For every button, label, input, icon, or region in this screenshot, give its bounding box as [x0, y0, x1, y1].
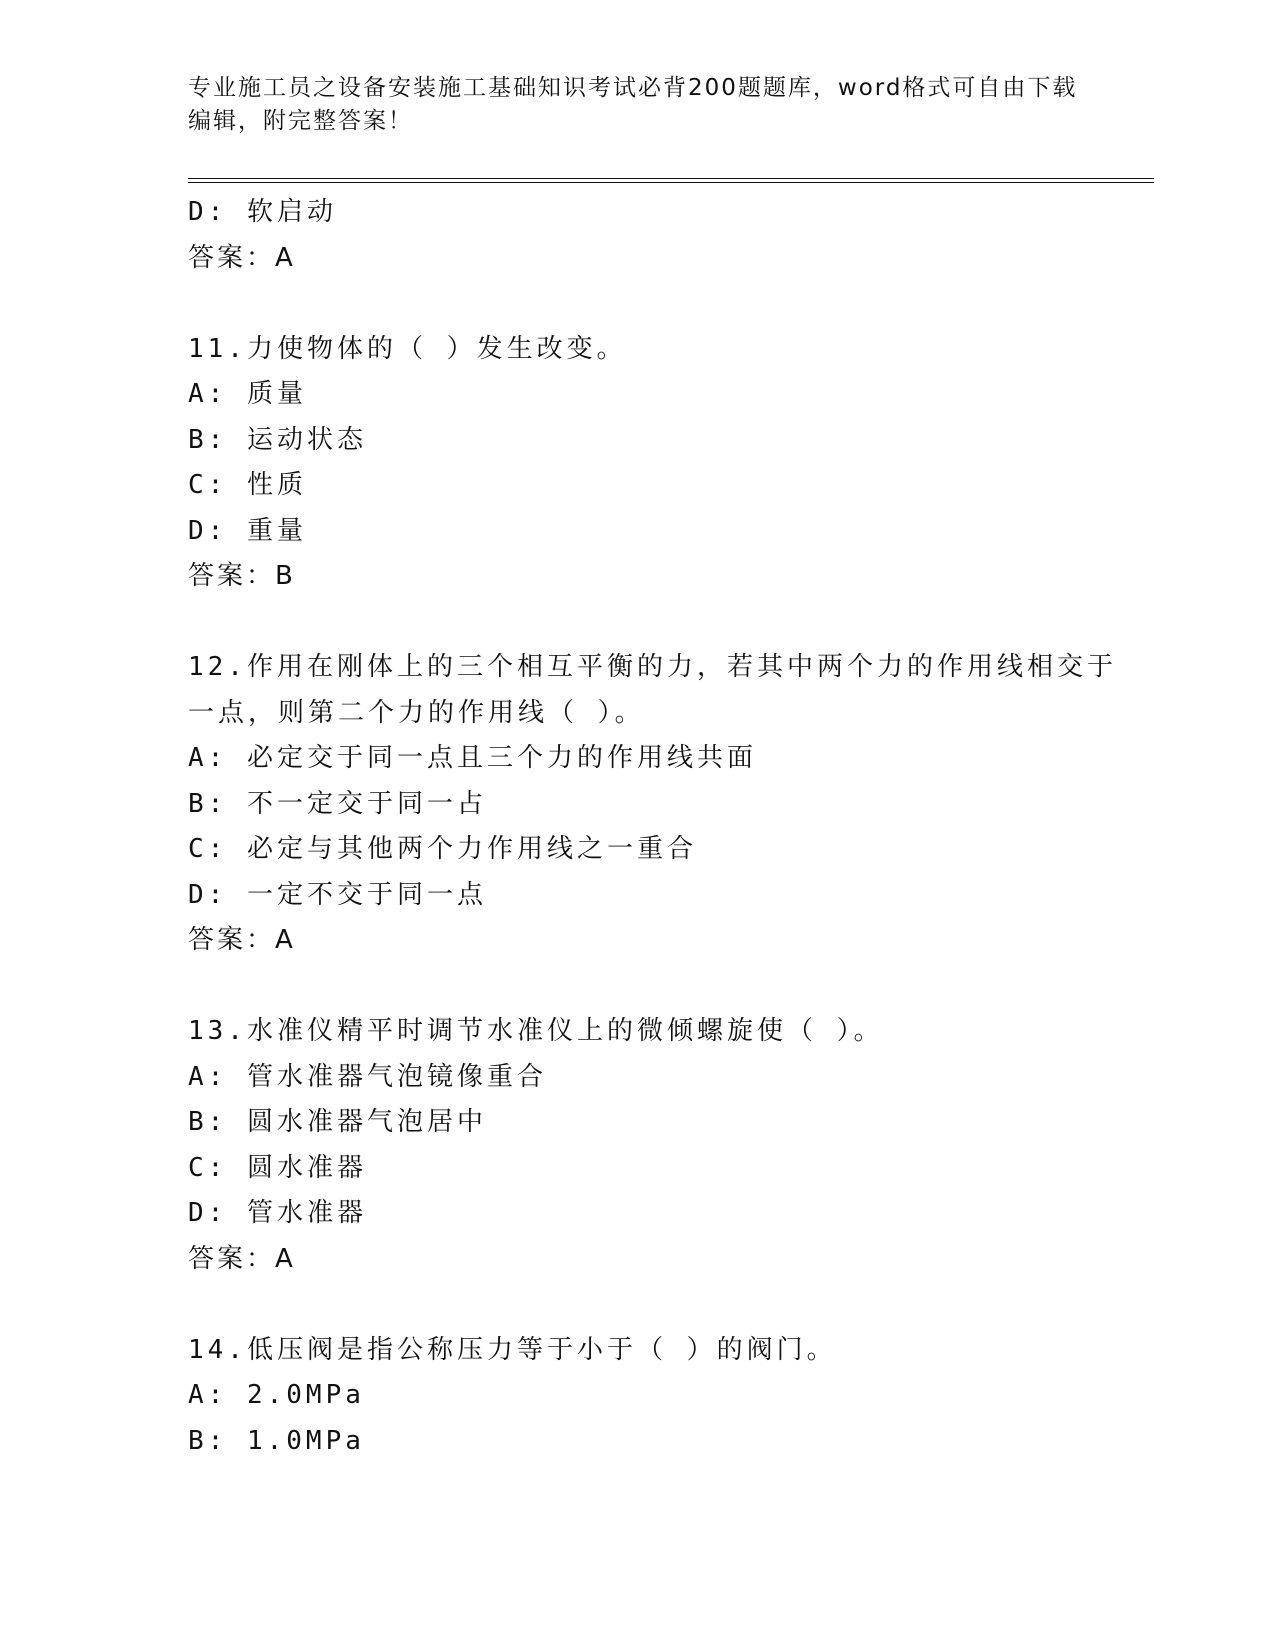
option-b: B: 不一定交于同一占: [188, 788, 487, 819]
spacer: [188, 964, 1148, 1010]
question-12: [188, 645, 1148, 964]
spacer: [188, 1282, 1148, 1328]
answer-line: [188, 236, 1148, 282]
header-divider: [188, 178, 1154, 183]
option-a: A: 管水准器气泡镜像重合: [188, 1061, 547, 1092]
option-a: A: 2.0MPa: [188, 1380, 365, 1410]
answer-line: [188, 918, 1148, 964]
answer-label: 答案：: [188, 1243, 276, 1274]
option-d: D: 一定不交于同一点: [188, 879, 487, 910]
question-content: [188, 190, 1148, 1464]
answer-value: B: [275, 561, 294, 591]
spacer: [188, 600, 1148, 646]
option-d: D: 管水准器: [188, 1198, 367, 1228]
answer-value: A: [275, 242, 294, 273]
option-d: D: 重量: [188, 515, 307, 546]
option-a: A: 质量: [188, 379, 307, 409]
option-c: C: 必定与其他两个力作用线之一重合: [188, 834, 697, 864]
option-a: A: 必定交于同一点且三个力的作用线共面: [188, 743, 757, 773]
question-stem: 11.力使物体的（ ）发生改变。: [188, 333, 627, 364]
question-10-tail: [188, 190, 1148, 281]
spacer: [188, 281, 1148, 327]
option-b: B: 圆水准器气泡居中: [188, 1107, 487, 1137]
header-line-1: 专业施工员之设备安装施工基础知识考试必背200题题库，word格式可自由下载: [188, 75, 1078, 101]
answer-line: [188, 554, 1148, 600]
option-d: D: 软启动: [188, 197, 337, 227]
question-stem: 14.低压阀是指公称压力等于小于（ ）的阀门。: [188, 1334, 837, 1365]
question-stem-continued: 一点，则第二个力的作用线（ ）。: [188, 697, 645, 728]
option-b: B: 运动状态: [188, 424, 367, 455]
answer-value: A: [275, 1243, 294, 1274]
question-stem: 12.作用在刚体上的三个相互平衡的力，若其中两个力的作用线相交于: [188, 652, 1117, 682]
option-c: C: 性质: [188, 470, 307, 500]
header-line-2: 编辑，附完整答案！: [188, 108, 413, 134]
question-13: [188, 1009, 1148, 1282]
answer-label: 答案：: [188, 925, 276, 955]
answer-label: 答案：: [188, 242, 276, 273]
answer-value: A: [275, 925, 294, 955]
page-header: [188, 72, 1088, 138]
question-11: [188, 327, 1148, 600]
answer-line: [188, 1237, 1148, 1283]
answer-label: 答案：: [188, 561, 276, 591]
question-14: [188, 1328, 1148, 1465]
option-b: B: 1.0MPa: [188, 1425, 365, 1456]
question-stem: 13.水准仪精平时调节水准仪上的微倾螺旋使（ ）。: [188, 1016, 884, 1046]
option-c: C: 圆水准器: [188, 1152, 367, 1183]
